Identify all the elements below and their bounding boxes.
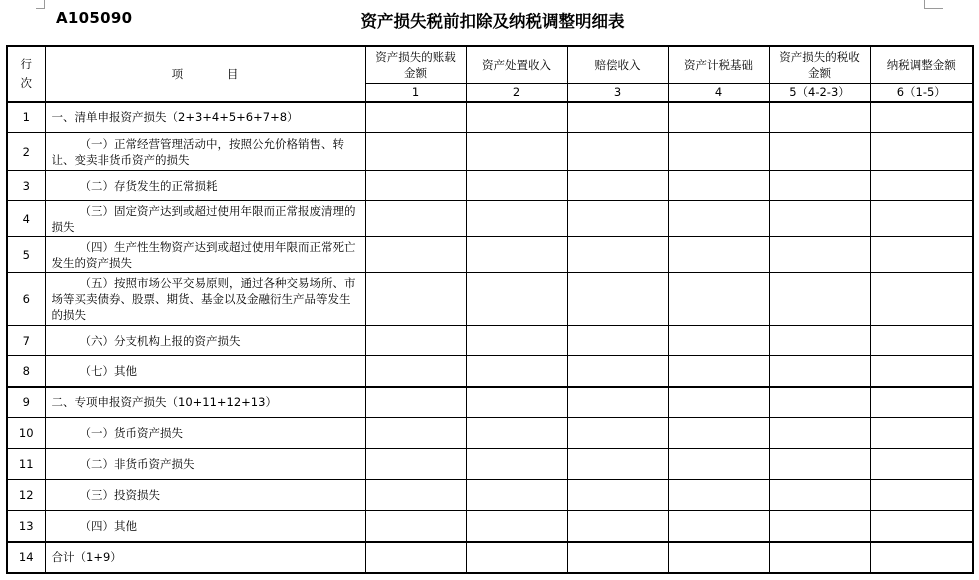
cell-col-2[interactable] [466, 133, 567, 171]
table-row [7, 480, 973, 511]
cell-col-4[interactable] [668, 171, 769, 201]
cell-col-5[interactable] [769, 171, 870, 201]
cell-col-6[interactable] [870, 273, 973, 326]
cell-col-3[interactable] [567, 171, 668, 201]
cell-col-5[interactable] [769, 542, 870, 573]
cell-col-3[interactable] [567, 201, 668, 237]
cell-col-2[interactable] [466, 326, 567, 356]
cell-col-6[interactable] [870, 418, 973, 449]
col-number-4: 4 [668, 83, 769, 102]
table-row [7, 511, 973, 542]
row-number: 6 [7, 273, 45, 326]
cell-col-5[interactable] [769, 237, 870, 273]
cell-col-1[interactable] [365, 237, 466, 273]
table-row [7, 326, 973, 356]
cell-col-1[interactable] [365, 201, 466, 237]
row-number: 10 [7, 418, 45, 449]
cell-col-3[interactable] [567, 273, 668, 326]
table-row-total [7, 542, 973, 573]
cell-col-2[interactable] [466, 542, 567, 573]
header-row-number [7, 46, 45, 102]
header-col-5: 资产损失的税收金额 [769, 46, 870, 83]
cell-col-4[interactable] [668, 201, 769, 237]
cell-col-3[interactable] [567, 480, 668, 511]
row-number: 7 [7, 326, 45, 356]
row-item: （二）存货发生的正常损耗 [45, 171, 365, 201]
cell-col-2[interactable] [466, 480, 567, 511]
cell-col-5[interactable] [769, 102, 870, 133]
table-row [7, 171, 973, 201]
cell-col-5[interactable] [769, 511, 870, 542]
row-item: 一、清单申报资产损失（2+3+4+5+6+7+8） [45, 102, 365, 133]
cell-col-6[interactable] [870, 201, 973, 237]
table-row [7, 273, 973, 326]
header-col-3: 赔偿收入 [567, 46, 668, 83]
header-col-1: 资产损失的账载金额 [365, 46, 466, 83]
header-col-6: 纳税调整金额 [870, 46, 973, 83]
cell-col-5[interactable] [769, 356, 870, 387]
cell-col-3[interactable] [567, 418, 668, 449]
row-item: （一）货币资产损失 [45, 418, 365, 449]
cell-col-6[interactable] [870, 102, 973, 133]
cell-col-2[interactable] [466, 418, 567, 449]
cell-col-6[interactable] [870, 542, 973, 573]
row-item: （五）按照市场公平交易原则，通过各种交易场所、市场等买卖债券、股票、期货、基金以及金融衍生产品等发生的损失 [45, 273, 365, 326]
form-code: A105090 [56, 9, 133, 27]
cell-col-4[interactable] [668, 133, 769, 171]
cell-col-1[interactable] [365, 480, 466, 511]
cell-col-1[interactable] [365, 449, 466, 480]
cell-col-3[interactable] [567, 326, 668, 356]
cell-col-3[interactable] [567, 511, 668, 542]
row-item: （一）正常经营管理活动中，按照公允价格销售、转让、变卖非货币资产的损失 [45, 133, 365, 171]
table-header-row [7, 46, 973, 83]
row-number: 1 [7, 102, 45, 133]
cell-col-1[interactable] [365, 418, 466, 449]
cell-col-5[interactable] [769, 201, 870, 237]
row-number: 3 [7, 171, 45, 201]
cell-col-4[interactable] [668, 102, 769, 133]
row-item: （三）固定资产达到或超过使用年限而正常报废清理的损失 [45, 201, 365, 237]
col-number-5: 5（4-2-3） [769, 83, 870, 102]
cell-col-3[interactable] [567, 449, 668, 480]
table-row [7, 449, 973, 480]
header-col-2: 资产处置收入 [466, 46, 567, 83]
row-item: 二、专项申报资产损失（10+11+12+13） [45, 387, 365, 418]
cell-col-4[interactable] [668, 511, 769, 542]
row-number: 11 [7, 449, 45, 480]
cell-col-1[interactable] [365, 171, 466, 201]
table-row [7, 237, 973, 273]
cell-col-2[interactable] [466, 273, 567, 326]
row-item: （四）其他 [45, 511, 365, 542]
row-number: 8 [7, 356, 45, 387]
row-number: 13 [7, 511, 45, 542]
cell-col-3[interactable] [567, 102, 668, 133]
cell-col-1[interactable] [365, 542, 466, 573]
header-item: 项 目 [45, 46, 365, 102]
cell-col-6[interactable] [870, 449, 973, 480]
cell-col-3[interactable] [567, 356, 668, 387]
cell-col-5[interactable] [769, 326, 870, 356]
cell-col-4[interactable] [668, 273, 769, 326]
cell-col-3[interactable] [567, 237, 668, 273]
cell-col-2[interactable] [466, 449, 567, 480]
header-row-number-line2: 次 [20, 75, 32, 90]
row-number: 4 [7, 201, 45, 237]
cell-col-4[interactable] [668, 326, 769, 356]
row-item: （七）其他 [45, 356, 365, 387]
cell-col-1[interactable] [365, 102, 466, 133]
cell-col-1[interactable] [365, 511, 466, 542]
cell-col-4[interactable] [668, 418, 769, 449]
cell-col-6[interactable] [870, 356, 973, 387]
cell-col-2[interactable] [466, 511, 567, 542]
cell-col-1[interactable] [365, 273, 466, 326]
cell-col-6[interactable] [870, 387, 973, 418]
cell-col-2[interactable] [466, 237, 567, 273]
cell-col-5[interactable] [769, 480, 870, 511]
cell-col-4[interactable] [668, 480, 769, 511]
cell-col-3[interactable] [567, 542, 668, 573]
table-row [7, 133, 973, 171]
cell-col-5[interactable] [769, 449, 870, 480]
cell-col-3[interactable] [567, 387, 668, 418]
cell-col-4[interactable] [668, 542, 769, 573]
cell-col-6[interactable] [870, 511, 973, 542]
cell-col-6[interactable] [870, 480, 973, 511]
table-row [7, 102, 973, 133]
table-row [7, 418, 973, 449]
col-number-6: 6（1-5） [870, 83, 973, 102]
cell-col-3[interactable] [567, 133, 668, 171]
col-number-3: 3 [567, 83, 668, 102]
row-number: 2 [7, 133, 45, 171]
cell-col-2[interactable] [466, 387, 567, 418]
cell-col-4[interactable] [668, 387, 769, 418]
cell-col-4[interactable] [668, 356, 769, 387]
row-item: （三）投资损失 [45, 480, 365, 511]
row-item: 合计（1+9） [45, 542, 365, 573]
row-number: 14 [7, 542, 45, 573]
cell-col-2[interactable] [466, 356, 567, 387]
cell-col-6[interactable] [870, 326, 973, 356]
cell-col-5[interactable] [769, 387, 870, 418]
cell-col-2[interactable] [466, 171, 567, 201]
cell-col-6[interactable] [870, 237, 973, 273]
header-col-4: 资产计税基础 [668, 46, 769, 83]
cell-col-6[interactable] [870, 133, 973, 171]
table-row [7, 201, 973, 237]
header-row-number-line1: 行 [20, 56, 32, 71]
cell-col-4[interactable] [668, 449, 769, 480]
cell-col-5[interactable] [769, 133, 870, 171]
row-item: （四）生产性生物资产达到或超过使用年限而正常死亡发生的资产损失 [45, 237, 365, 273]
row-number: 5 [7, 237, 45, 273]
row-number: 9 [7, 387, 45, 418]
cell-col-4[interactable] [668, 237, 769, 273]
col-number-2: 2 [466, 83, 567, 102]
cell-col-1[interactable] [365, 356, 466, 387]
cell-col-5[interactable] [769, 418, 870, 449]
asset-loss-table [6, 45, 974, 574]
cell-col-6[interactable] [870, 171, 973, 201]
cell-col-1[interactable] [365, 133, 466, 171]
cell-col-2[interactable] [466, 102, 567, 133]
cell-col-5[interactable] [769, 273, 870, 326]
col-number-1: 1 [365, 83, 466, 102]
cell-col-2[interactable] [466, 201, 567, 237]
table-row [7, 356, 973, 387]
form-title: 资产损失税前扣除及纳税调整明细表 [360, 12, 625, 31]
cell-col-1[interactable] [365, 387, 466, 418]
table-row [7, 387, 973, 418]
row-item: （二）非货币资产损失 [45, 449, 365, 480]
cell-col-1[interactable] [365, 326, 466, 356]
row-number: 12 [7, 480, 45, 511]
row-item: （六）分支机构上报的资产损失 [45, 326, 365, 356]
